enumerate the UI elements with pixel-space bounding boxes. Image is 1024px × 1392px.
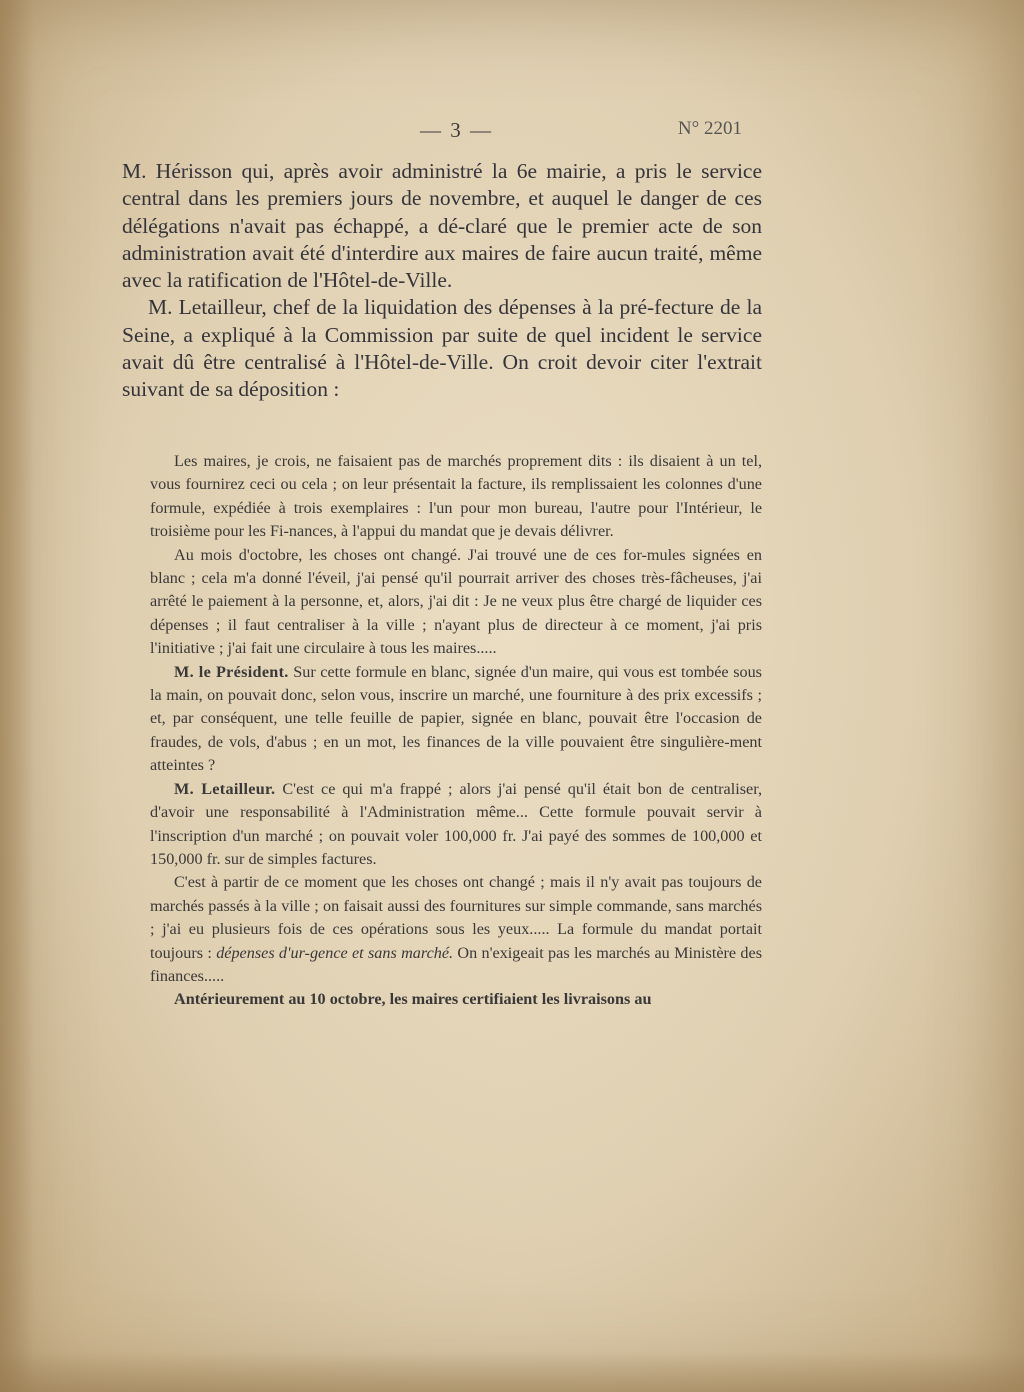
quote-paragraph: Antérieurement au 10 octobre, les maires certifiaient les livraisons au — [174, 990, 652, 1009]
page-bottom-shading — [0, 1352, 1024, 1392]
intro-text — [122, 158, 762, 404]
deposition-extract — [150, 450, 762, 1012]
page-number: — 3 — — [420, 118, 493, 142]
intro-paragraph: M. Hérisson qui, après avoir administré la 6e mairie, a pris le service central dans les premiers jours de novembre, et auquel le danger de ces délégations n'avait pas échappé, a dé-claré que le premier acte de son administration avait été d'interdire aux maires de faire aucun traité, même avec la ratification de l'Hôtel-de-Ville. — [122, 159, 762, 293]
quote-text: C'est à partir de ce moment que les choses ont changé ; mais il n'y avait pas toujours de marchés passés à la ville ; on faisait aussi des fournitures sur simple commande, sans marchés ; j'ai eu plusieurs fois de ces opérations sous les yeux..... La formule du mandat portait toujours : — [150, 873, 762, 962]
speaker-text: Sur cette formule en blanc, signée d'un maire, qui vous est tombée sous la main, on pouvait donc, selon vous, inscrire un marché, une fourniture à des prix excessifs ; et, par conséquent, une telle feuille de papier, signée en blanc, pouvait être l'occasion de fraudes, de vols, d'abus ; en un mot, les finances de la ville pouvaient être singulière-ment atteintes ? — [150, 662, 762, 775]
speaker-name: M. le Président. — [174, 662, 289, 681]
quote-paragraph: Les maires, je crois, ne faisaient pas de marchés proprement dits : ils disaient à un tel, vous fournirez ceci ou cela ; on leur présentait la facture, ils remplissaient les colonnes d'une formule, expédiée à trois exemplaires : l'un pour mon bureau, l'autre pour l'Intérieur, le troisième pour les Fi-nances, à l'appui du mandat que je devais délivrer. — [150, 452, 762, 541]
document-number: N° 2201 — [677, 118, 742, 139]
quote-paragraph — [150, 778, 762, 872]
page-edge-shading — [0, 0, 34, 1392]
quote-paragraph: Au mois d'octobre, les choses ont changé. J'ai trouvé une de ces for-mules signées en blanc ; cela m'a donné l'éveil, j'ai pensé qu'il pourrait arriver des choses très-fâcheuses, j'ai arrêté le paiement à la personne, et, alors, j'ai dit : Je ne veux plus être chargé de liquider ces dépenses ; il faut centraliser à la ville ; n'ayant plus de directeur à ce moment, j'ai pris l'initiative ; j'ai fait une circulaire à tous les maires..... — [150, 545, 762, 658]
page-header — [150, 118, 770, 148]
speaker-text: C'est ce qui m'a frappé ; alors j'ai pensé qu'il était bon de centraliser, d'avoir une responsabilité à l'Administration même... Cette formule pouvait servir à l'inscription d'un marché ; on pouvait voler 100,000 fr. J'ai payé des sommes de 100,000 et 150,000 fr. sur de simples factures. — [150, 779, 762, 868]
quote-text: On n'exigeait pas les marchés au Ministère des finances..... — [150, 943, 762, 985]
intro-paragraph: M. Letailleur, chef de la liquidation des dépenses à la pré-fecture de la Seine, a expliqué à la Commission par suite de quel incident le service avait dû être centralisé à l'Hôtel-de-Ville. On croit devoir citer l'extrait suivant de sa déposition : — [122, 295, 762, 402]
quote-paragraph — [150, 871, 762, 988]
quote-paragraph — [150, 661, 762, 778]
italic-phrase: dépenses d'ur-gence et sans marché. — [216, 943, 454, 962]
speaker-name: M. Letailleur. — [174, 779, 276, 798]
